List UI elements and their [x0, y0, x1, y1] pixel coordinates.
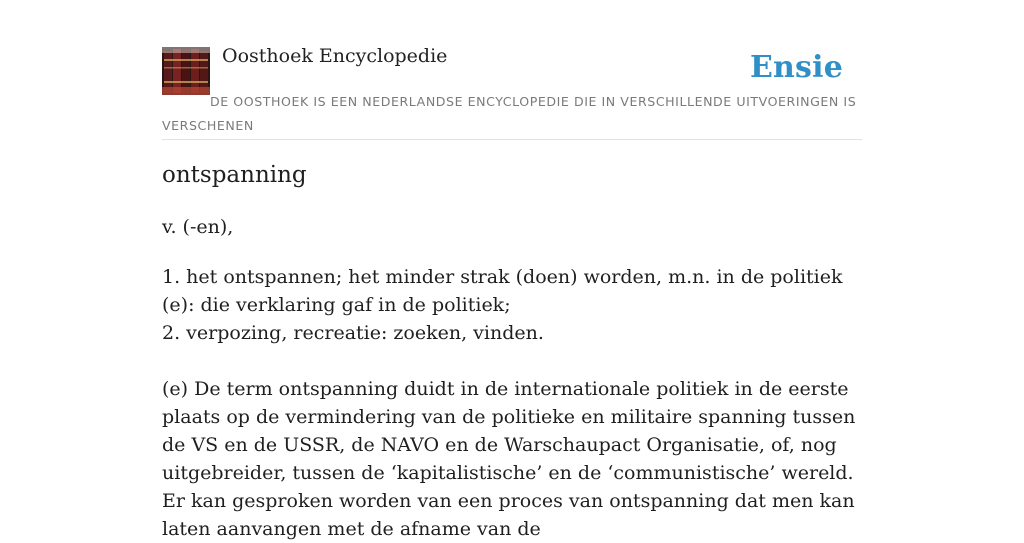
brand-logo[interactable]: Ensie [749, 50, 843, 85]
site-tagline: DE OOSTHOEK IS EEN NEDERLANDSE ENCYCLOPEDIE DIE IN VERSCHILLENDE UITVOERINGEN IS VERSCHENEN [162, 94, 857, 133]
meanings-list [162, 263, 862, 347]
article-body: (e) De term ontspanning duidt in de internationale politiek in de eerste plaats op de vermindering van de politieke en militaire spanning tussen de VS en de USSR, de NAVO en de Warschaupact Organisatie, of, nog uitgebreider, tussen de ‘kapitalistische’ en de ‘communistische’ wereld. Er kan gesproken worden van een proces van ontspanning dat men kan laten aanvangen met de afname van de [162, 378, 856, 540]
article-headword: ontspanning [162, 162, 307, 188]
site-title-link[interactable]: Oosthoek Encyclopedie [222, 45, 448, 67]
meaning-item: 2. verpozing, recreatie: zoeken, vinden. [162, 322, 544, 344]
encyclopedia-books-icon[interactable] [162, 47, 210, 95]
grammar-info: v. (-en), [162, 216, 234, 238]
meaning-item: 1. het ontspannen; het minder strak (doen) worden, m.n. in de politiek (e): die verklaring gaf in de politiek; [162, 266, 843, 316]
header-divider [162, 139, 862, 140]
